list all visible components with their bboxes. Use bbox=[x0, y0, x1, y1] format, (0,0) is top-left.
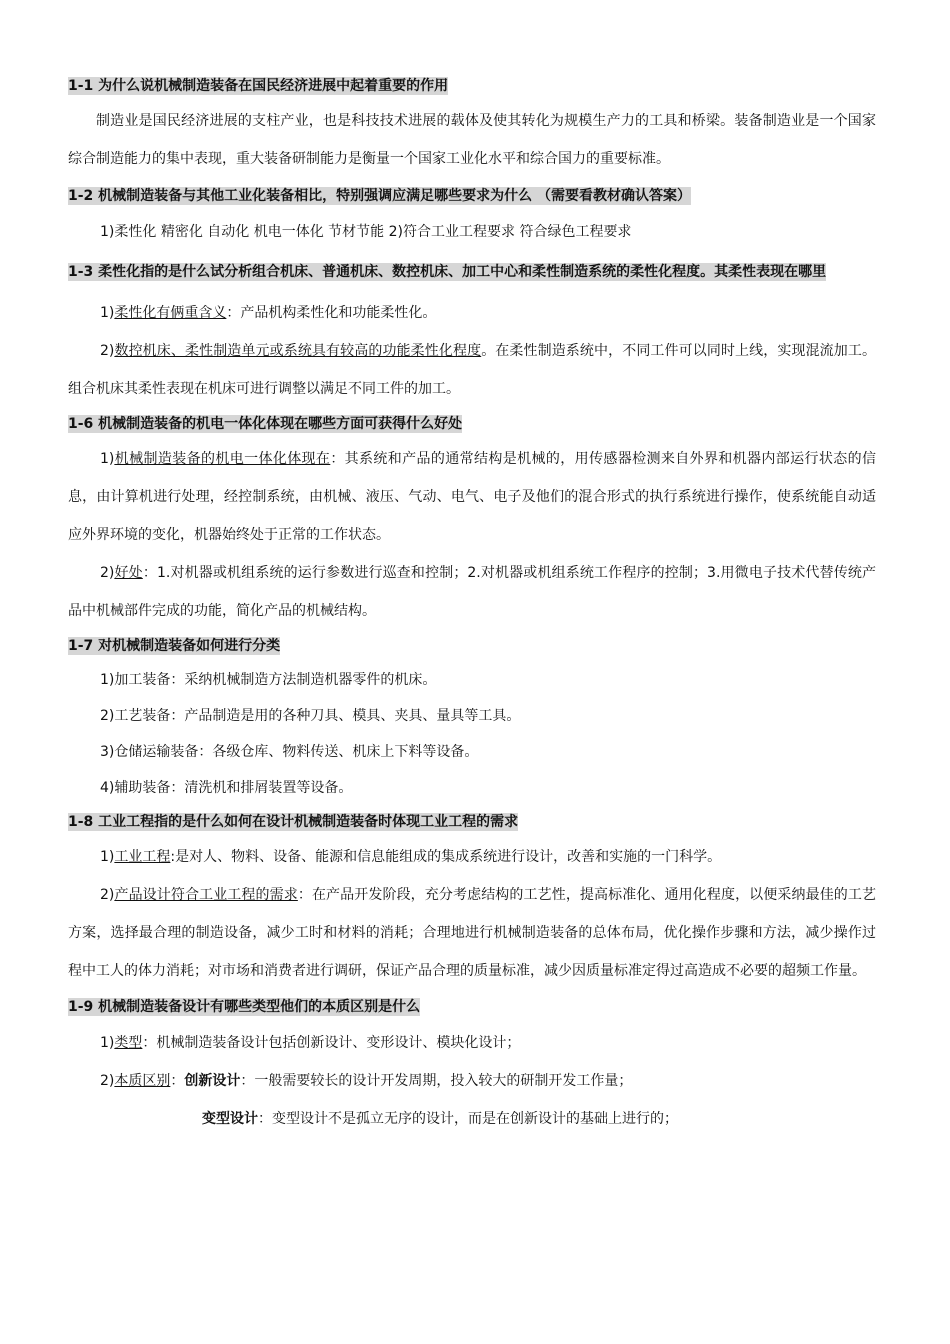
separator: ： bbox=[170, 1073, 185, 1089]
underlined-term: 柔性化有俩重含义 bbox=[114, 305, 227, 321]
answer-paragraph bbox=[68, 332, 876, 408]
item-number: 1) bbox=[100, 849, 115, 865]
underlined-term: 数控机床、柔性制造单元或系统具有较高的功能柔性化程度 bbox=[114, 343, 482, 359]
question-title: 1-7 对机械制造装备如何进行分类 bbox=[68, 638, 281, 654]
question-heading bbox=[68, 408, 876, 440]
underlined-term: 产品设计符合工业工程的需求 bbox=[114, 887, 298, 903]
answer-paragraph: 制造业是国民经济进展的支柱产业，也是科技技术进展的载体及使其转化为规模生产力的工具和桥梁。装备制造业是一个国家综合制造能力的集中表现，重大装备研制能力是衡量一个国家工业化水平和综合国力的重要标准。 bbox=[68, 113, 876, 167]
answer-paragraph bbox=[68, 1024, 876, 1062]
answer-text: 。在柔性制造系统中，不同工件可以同时上线，实现混流加工。组合机床其柔性表现在机床可进行调整以满足不同工件的加工。 bbox=[68, 343, 876, 397]
answer-text: :是对人、物料、设备、能源和信息能组成的集成系统进行设计，改善和实施的一门科学。 bbox=[170, 849, 722, 865]
item-number: 2) bbox=[100, 343, 115, 359]
question-title: 1-6 机械制造装备的机电一体化体现在哪些方面可获得什么好处 bbox=[68, 416, 463, 432]
question-heading bbox=[68, 630, 876, 662]
answer-text: ：1.对机器或机组系统的运行参数进行巡查和控制；2.对机器或机组系统工作程序的控制；3.用微电子技术代替传统产品中机械部件完成的功能，简化产品的机械结构。 bbox=[68, 565, 876, 619]
question-title: 1-2 机械制造装备与其他工业化装备相比，特别强调应满足哪些要求为什么 （需要看教材确认答案） bbox=[68, 188, 692, 204]
question-heading bbox=[68, 70, 876, 102]
list-item: 3)仓储运输装备：各级仓库、物料传送、机床上下料等设备。 bbox=[100, 744, 479, 760]
underlined-term: 工业工程 bbox=[114, 849, 171, 865]
list-item: 1)加工装备：采纳机械制造方法制造机器零件的机床。 bbox=[100, 672, 437, 688]
answer-text: ：其系统和产品的通常结构是机械的，用传感器检测来自外界和机器内部运行状态的信息，由计算机进行处理，经控制系统，由机械、液压、气动、电气、电子及他们的混合形式的执行系统进行操作，使系统能自动适应外界环境的变化，机器始终处于正常的工作状态。 bbox=[68, 451, 877, 543]
underlined-term: 类型 bbox=[114, 1035, 143, 1051]
item-number: 1) bbox=[100, 1035, 115, 1051]
item-number: 2) bbox=[100, 1073, 115, 1089]
underlined-term: 本质区别 bbox=[114, 1073, 171, 1089]
bold-term: 创新设计 bbox=[184, 1073, 241, 1089]
answer-paragraph bbox=[68, 440, 876, 554]
item-number: 2) bbox=[100, 887, 115, 903]
question-title: 1-9 机械制造装备设计有哪些类型他们的本质区别是什么 bbox=[68, 999, 421, 1015]
list-item: 2)工艺装备：产品制造是用的各种刀具、模具、夹具、量具等工具。 bbox=[100, 708, 521, 724]
answer-text: ：变型设计不是孤立无序的设计，而是在创新设计的基础上进行的； bbox=[258, 1111, 678, 1127]
question-title: 1-3 柔性化指的是什么试分析组合机床、普通机床、数控机床、加工中心和柔性制造系统的柔性化程度。其柔性表现在哪里 bbox=[68, 264, 827, 280]
question-title: 1-8 工业工程指的是什么如何在设计机械制造装备时体现工业工程的需求 bbox=[68, 814, 519, 830]
answer-text: ：一般需要较长的设计开发周期，投入较大的研制开发工作量； bbox=[240, 1073, 633, 1089]
answer-text: ：机械制造装备设计包括创新设计、变形设计、模块化设计； bbox=[142, 1035, 521, 1051]
answer-paragraph bbox=[68, 1062, 876, 1100]
answer-text: ：在产品开发阶段，充分考虑结构的工艺性，提高标准化、通用化程度，以便采纳最佳的工艺方案，选择最合理的制造设备，减少工时和材料的消耗；合理地进行机械制造装备的总体布局，优化操作步骤和方法，减少操作过程中工人的体力消耗；对市场和消费者进行调研，保证产品合理的质量标准，减少因质量标准定得过高造成不必要的超频工作量。 bbox=[68, 887, 877, 979]
answer-paragraph bbox=[68, 554, 876, 630]
item-number: 2) bbox=[100, 565, 115, 581]
list-item: 4)辅助装备：清洗机和排屑装置等设备。 bbox=[100, 780, 353, 796]
question-heading bbox=[68, 250, 876, 294]
question-heading bbox=[68, 806, 876, 838]
answer-paragraph bbox=[68, 876, 876, 990]
underlined-term: 机械制造装备的机电一体化体现在 bbox=[114, 451, 331, 467]
item-number: 1) bbox=[100, 451, 115, 467]
answer-paragraph bbox=[68, 1100, 876, 1138]
answer-paragraph bbox=[68, 294, 876, 332]
answer-paragraph bbox=[68, 838, 876, 876]
answer-text: ：产品机构柔性化和功能柔性化。 bbox=[226, 305, 437, 321]
question-heading bbox=[68, 990, 876, 1024]
item-number: 1) bbox=[100, 305, 115, 321]
question-heading bbox=[68, 178, 876, 214]
bold-term: 变型设计 bbox=[202, 1111, 258, 1127]
answer-paragraph: 1)柔性化 精密化 自动化 机电一体化 节材节能 2)符合工业工程要求 符合绿色工程要求 bbox=[100, 224, 632, 240]
underlined-term: 好处 bbox=[114, 565, 143, 581]
question-title: 1-1 为什么说机械制造装备在国民经济进展中起着重要的作用 bbox=[68, 78, 449, 94]
document-page bbox=[68, 70, 876, 1138]
